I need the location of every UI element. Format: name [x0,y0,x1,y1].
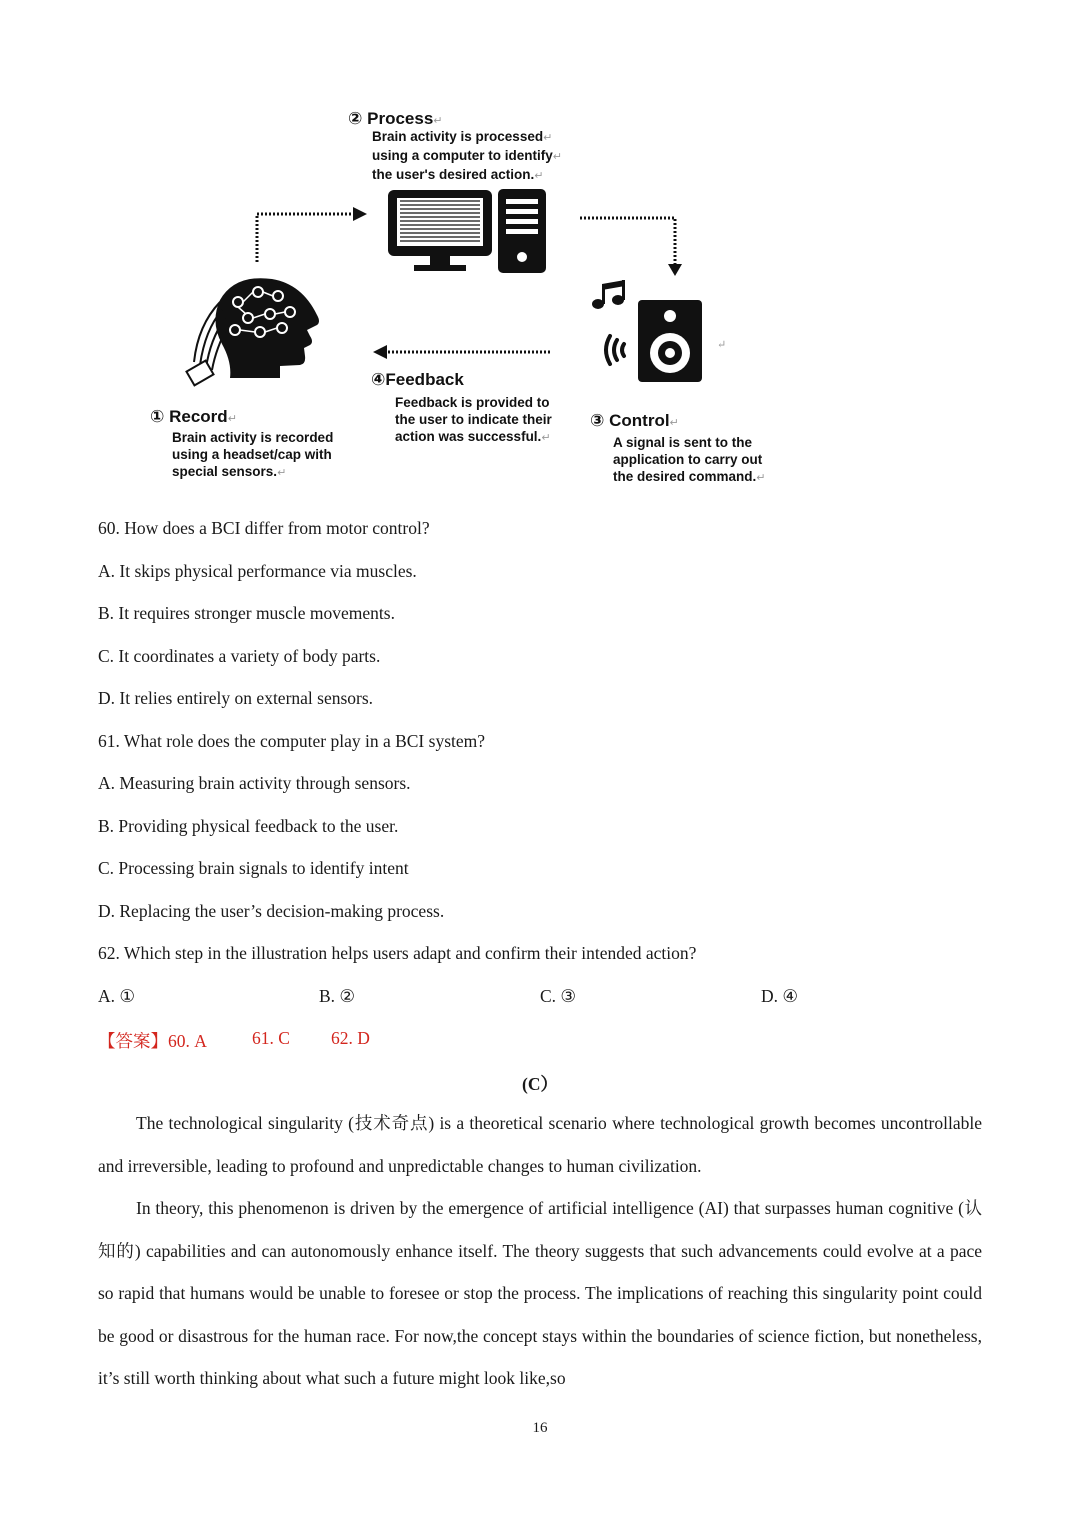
option-b: B. ② [319,986,356,1006]
control-title: ③ Control↵ [590,411,679,430]
feedback-description: Feedback is provided to the user to indicate their action was successful.↵ [395,395,552,444]
control-description: A signal is sent to the application to carry out the desired command.↵ [613,435,766,484]
record-title: ① Record↵ [150,407,237,426]
section-heading: (C） [522,1074,558,1094]
passage [98,1102,982,1400]
question-stem: 60. How does a BCI differ from motor control? [98,518,430,538]
page-number: 16 [532,1420,548,1436]
speaker-icon [588,278,708,384]
option-b: B. Providing physical feedback to the user. [98,816,399,836]
arrow-process-to-control [580,218,675,266]
option-d: D. ④ [761,986,799,1006]
sound-waves-icon [606,336,624,364]
answer-60: 60. A [168,1031,207,1051]
option-a: A. Measuring brain activity through sensors. [98,773,411,793]
option-a: A. It skips physical performance via muscles. [98,561,417,581]
option-c: C. Processing brain signals to identify intent [98,858,409,878]
option-c: C. It coordinates a variety of body parts. [98,646,381,666]
answer-62: 62. D [331,1028,370,1048]
option-d: D. Replacing the user’s decision-making process. [98,901,445,921]
option-c: C. ③ [540,986,577,1006]
return-mark: ↵ [717,339,727,351]
head-sensor-icon [180,270,340,395]
paragraph-1: The technological singularity (技术奇点) is a theoretical scenario where technological growth becomes uncontrollable and irreversible, leading to profound and unpredictable changes to human civilization. [98,1113,982,1176]
answer-key [98,1028,207,1053]
process-title: ② Process↵ [348,109,443,128]
question-stem: 61. What role does the computer play in a BCI system? [98,731,486,751]
record-description: Brain activity is recorded using a headset/cap with special sensors.↵ [172,430,334,479]
arrow-record-to-process [257,214,355,262]
option-b: B. It requires stronger muscle movements. [98,603,395,623]
question-stem: 62. Which step in the illustration helps users adapt and confirm their intended action? [98,943,697,963]
feedback-title: ④Feedback [371,370,464,389]
process-description: Brain activity is processed↵ using a computer to identify↵ the user's desired action.↵ [372,129,562,182]
paragraph-2: In theory, this phenomenon is driven by the emergence of artificial intelligence (AI) that surpasses human cognitive (认知的) capabilities and can autonomously enhance itself. The theory suggests that such advancements could evolve at a pace so rapid that humans would be unable to foresee or stop the process. The implications of reaching this singularity point could be good or disastrous for the human race. For now,the concept stays within the boundaries of science fiction, but nonetheless, it’s still worth thinking about what such a future might look like,so [98,1198,982,1388]
option-a: A. ① [98,986,136,1006]
answer-61: 61. C [252,1028,290,1048]
answer-label: 【答案】 [98,1031,168,1051]
option-d: D. It relies entirely on external sensors. [98,688,374,708]
